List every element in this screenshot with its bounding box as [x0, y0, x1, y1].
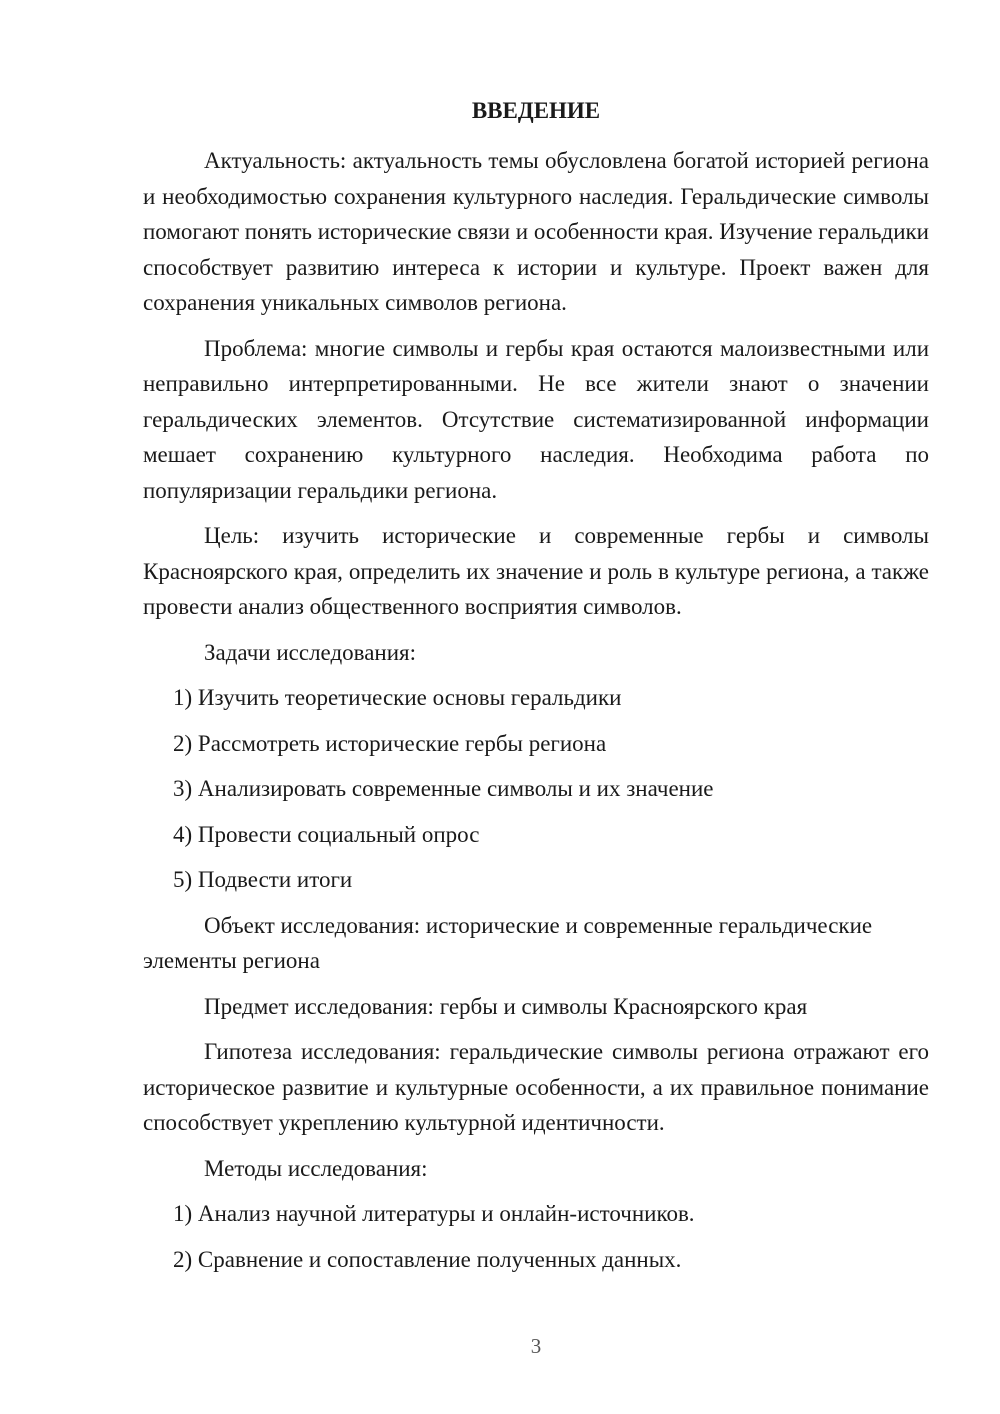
page-number: 3 — [530, 1334, 542, 1358]
task-item: 3) Анализировать современные символы и их значение — [173, 776, 714, 801]
paragraph-relevance: Актуальность: актуальность темы обусловлена богатой историей региона и необходимостью сохранения культурного наследия. Геральдические символы помогают понять исторические связи и особенности края. Изучение геральдики способствует развитию интереса к истории и культуре. Проект важен для сохранения уникальных символов региона. — [143, 148, 929, 315]
task-item: 4) Провести социальный опрос — [173, 821, 480, 847]
method-item: 1) Анализ научной литературы и онлайн-источников. — [173, 1201, 695, 1226]
task-item: 1) Изучить теоретические основы геральдики — [173, 685, 622, 710]
method-item: 2) Сравнение и сопоставление полученных данных. — [173, 1246, 682, 1272]
document-body — [143, 143, 929, 1287]
paragraph-goal: Цель: изучить исторические и современные гербы и символы Красноярского края, определить их значение и роль в культуре региона, а также провести анализ общественного восприятия символов. — [143, 523, 929, 619]
paragraph-problem: Проблема: многие символы и гербы края остаются малоизвестными или неправильно интерпретированными. Не все жители знают о значении геральдических элементов. Отсутствие систематизированной информации мешает сохранению культурного наследия. Необходима работа по популяризации геральдики региона. — [143, 335, 929, 503]
task-item: 5) Подвести итоги — [173, 867, 353, 892]
paragraph-object: Объект исследования: исторические и современные геральдические элементы региона — [143, 912, 873, 973]
task-item: 2) Рассмотреть исторические гербы региона — [173, 730, 607, 756]
methods-title: Методы исследования: — [204, 1155, 428, 1181]
paragraph-hypothesis: Гипотеза исследования: геральдические символы региона отражают его историческое развитие и культурные особенности, а их правильное понимание способствует укреплению культурной идентичности. — [143, 1039, 929, 1135]
paragraph-subject: Предмет исследования: гербы и символы Красноярского края — [204, 993, 808, 1019]
tasks-title: Задачи исследования: — [204, 639, 417, 665]
page-title: ВВЕДЕНИЕ — [471, 98, 601, 123]
